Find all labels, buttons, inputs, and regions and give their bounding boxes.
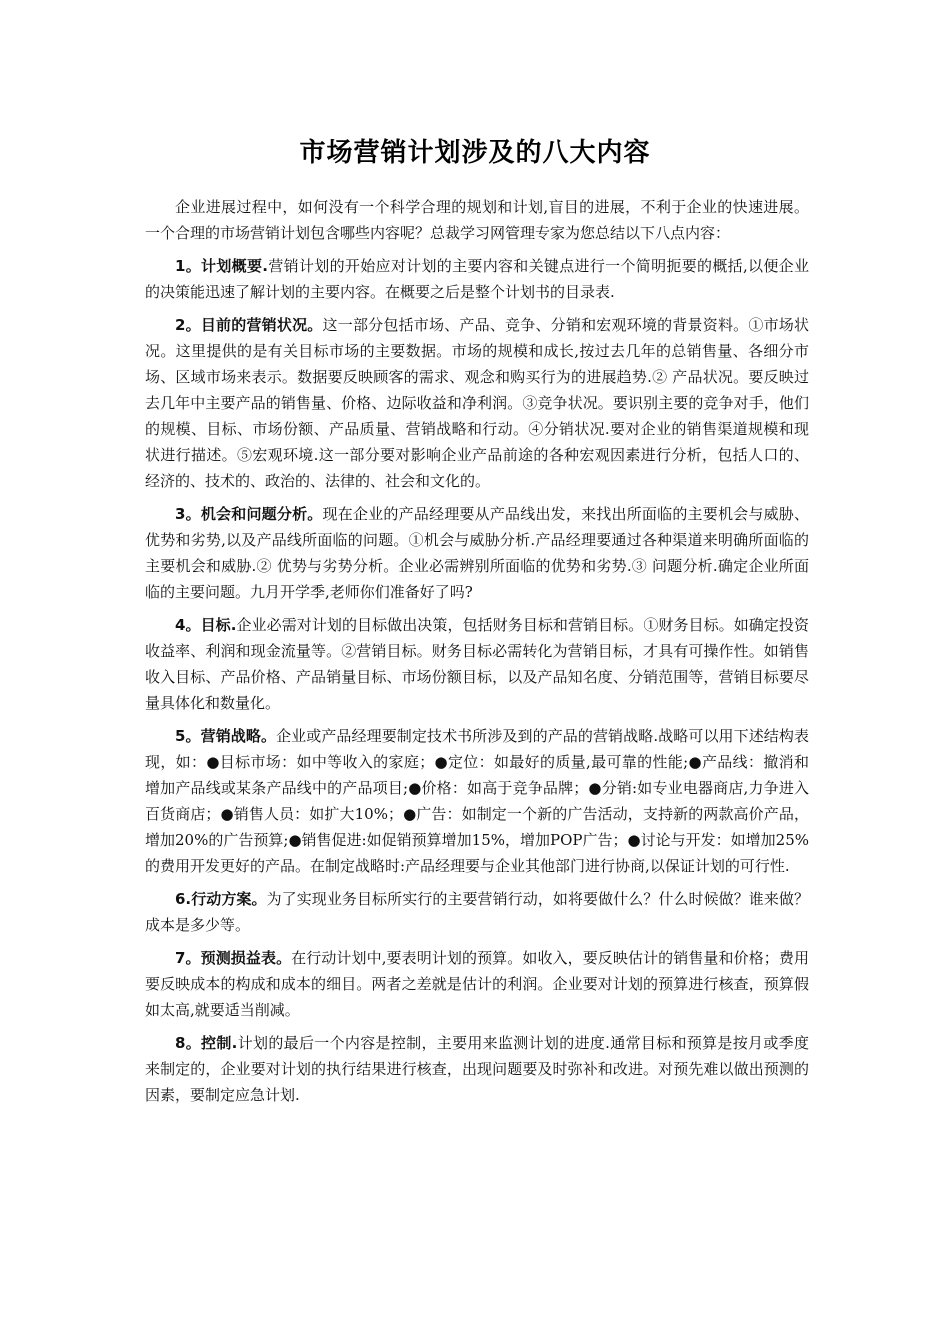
- section-6-text: 为了实现业务目标所实行的主要营销行动，如将要做什么？什么时候做？谁来做？成本是多少等。: [145, 890, 809, 934]
- section-3-paragraph: [145, 501, 809, 605]
- section-8-paragraph: [145, 1030, 809, 1108]
- section-7-paragraph: [145, 945, 809, 1023]
- section-2-text: 这一部分包括市场、产品、竞争、分销和宏观环境的背景资料。①市场状况。这里提供的是有关目标市场的主要数据。市场的规模和成长,按过去几年的总销售量、各细分市场、区域市场来表示。数据要反映顾客的需求、观念和购买行为的进展趋势.② 产品状况。要反映过去几年中主要产品的销售量、价格、边际收益和净利润。③竞争状况。要识别主要的竞争对手，他们的规模、目标、市场份额、产品质量、营销战略和行动。④分销状况.要对企业的销售渠道规模和现状进行描述。⑤宏观环境.这一部分要对影响企业产品前途的各种宏观因素进行分析，包括人口的、经济的、技术的、政治的、法律的、社会和文化的。: [145, 316, 809, 490]
- section-7-text: 在行动计划中,要表明计划的预算。如收入，要反映估计的销售量和价格；费用要反映成本的构成和成本的细目。两者之差就是估计的利润。企业要对计划的预算进行核查，预算假如太高,就要适当削减。: [145, 949, 809, 1019]
- section-2-heading: 2。目前的营销状况。: [175, 316, 323, 334]
- section-4-heading: 4。目标.: [175, 616, 237, 634]
- section-8-heading: 8。控制.: [175, 1034, 238, 1052]
- section-8-text: 计划的最后一个内容是控制，主要用来监测计划的进度.通常目标和预算是按月或季度来制定的，企业要对计划的执行结果进行核查，出现问题要及时弥补和改进。对预先难以做出预测的因素，要制定应急计划.: [145, 1034, 809, 1104]
- section-7-heading: 7。预测损益表。: [175, 949, 292, 967]
- section-5-heading: 5。营销战略。: [175, 727, 277, 745]
- section-4-paragraph: [145, 612, 809, 716]
- section-1-paragraph: [145, 253, 809, 305]
- section-5-text: 企业或产品经理要制定技术书所涉及到的产品的营销战略.战略可以用下述结构表现，如：●目标市场：如中等收入的家庭；●定位：如最好的质量,最可靠的性能;●产品线：撤消和增加产品线或某条产品线中的产品项目;●价格：如高于竞争品牌；●分销:如专业电器商店,力争进入百货商店；●销售人员：如扩大10%；●广告：如制定一个新的广告活动，支持新的两款高价产品，增加20%的广告预算;●销售促进:如促销预算增加15%，增加POP广告；●讨论与开发：如增加25%的费用开发更好的产品。在制定战略时:产品经理要与企业其他部门进行协商,以保证计划的可行性.: [145, 727, 809, 875]
- section-2-paragraph: [145, 312, 809, 494]
- section-1-text: 营销计划的开始应对计划的主要内容和关键点进行一个简明扼要的概括,以便企业的决策能迅速了解计划的主要内容。在概要之后是整个计划书的目录表.: [145, 257, 809, 301]
- document-body: [145, 194, 809, 1115]
- document-title: 市场营销计划涉及的八大内容: [299, 138, 651, 168]
- section-4-text: 企业必需对计划的目标做出决策，包括财务目标和营销目标。①财务目标。如确定投资收益率、利润和现金流量等。②营销目标。财务目标必需转化为营销目标，才具有可操作性。如销售收入目标、产品价格、产品销量目标、市场份额目标，以及产品知名度、分销范围等，营销目标要尽量具体化和数量化。: [145, 616, 809, 712]
- section-3-heading: 3。机会和问题分析。: [175, 505, 323, 523]
- section-6-heading: 6.行动方案。: [175, 890, 267, 908]
- section-5-paragraph: [145, 723, 809, 879]
- intro-paragraph: 企业进展过程中，如何没有一个科学合理的规划和计划,盲目的进展，不利于企业的快速进展。一个合理的市场营销计划包含哪些内容呢？总裁学习网管理专家为您总结以下八点内容：: [145, 198, 809, 242]
- section-1-heading: 1。计划概要.: [175, 257, 269, 275]
- section-6-paragraph: [145, 886, 809, 938]
- section-3-text: 现在企业的产品经理要从产品线出发，来找出所面临的主要机会与威胁、优势和劣势,以及产品线所面临的问题。①机会与威胁分析.产品经理要通过各种渠道来明确所面临的主要机会和威胁.② 优势与劣势分析。企业必需辨别所面临的优势和劣势.③ 问题分析.确定企业所面临的主要问题。九月开学季,老师你们准备好了吗?: [145, 505, 809, 601]
